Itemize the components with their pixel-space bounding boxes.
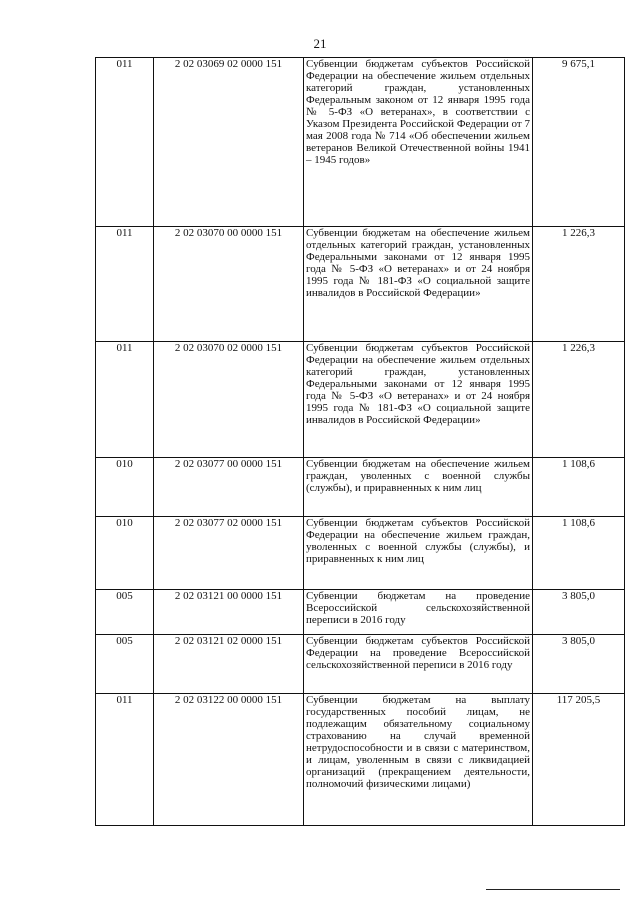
description-cell: Субвенции бюджетам субъектов Российской Федерации на проведение Всероссийской сельскохозяйственной переписи в 2016 году bbox=[304, 635, 533, 694]
description-cell: Субвенции бюджетам на обеспечение жильем отдельных категорий граждан, установленных Федеральными законами от 12 января 1995 года № 5-ФЗ «О ветеранах» и от 24 ноября 1995 года № 181-ФЗ «О социальной защите инвалидов в Российской Федерации» bbox=[304, 227, 533, 342]
table-row bbox=[96, 227, 625, 342]
description-cell: Субвенции бюджетам субъектов Российской Федерации на обеспечение жильем отдельных категорий граждан, установленных Федеральными законами от 12 января 1995 года № 5-ФЗ «О ветеранах» и от 24 ноября 1995 года № 181-ФЗ «О социальной защите инвалидов в Российской Федерации» bbox=[304, 342, 533, 458]
admin-code-cell: 011 bbox=[96, 694, 154, 826]
admin-code-cell: 005 bbox=[96, 590, 154, 635]
admin-code-cell: 005 bbox=[96, 635, 154, 694]
amount-cell: 3 805,0 bbox=[533, 590, 625, 635]
description-cell: Субвенции бюджетам субъектов Российской Федерации на обеспечение жильем граждан, уволенных с военной службы (службы), и приравненных к ним лиц bbox=[304, 517, 533, 590]
amount-cell: 1 226,3 bbox=[533, 342, 625, 458]
table-row bbox=[96, 590, 625, 635]
budget-code-cell: 2 02 03077 02 0000 151 bbox=[154, 517, 304, 590]
amount-cell: 1 108,6 bbox=[533, 458, 625, 517]
budget-code-cell: 2 02 03121 02 0000 151 bbox=[154, 635, 304, 694]
description-cell: Субвенции бюджетам на проведение Всероссийской сельскохозяйственной переписи в 2016 году bbox=[304, 590, 533, 635]
admin-code-cell: 011 bbox=[96, 342, 154, 458]
budget-code-cell: 2 02 03070 02 0000 151 bbox=[154, 342, 304, 458]
amount-cell: 1 108,6 bbox=[533, 517, 625, 590]
description-cell: Субвенции бюджетам субъектов Российской Федерации на обеспечение жильем отдельных категорий граждан, установленных Федеральным законом от 12 января 1995 года № 5-ФЗ «О ветеранах», в соответствии с Указом Президента Российской Федерации от 7 мая 2008 года № 714 «Об обеспечении жильем ветеранов Великой Отечественной войны 1941 – 1945 годов» bbox=[304, 58, 533, 227]
description-cell: Субвенции бюджетам на обеспечение жильем граждан, уволенных с военной службы (службы), и приравненных к ним лиц bbox=[304, 458, 533, 517]
amount-cell: 117 205,5 bbox=[533, 694, 625, 826]
table-row bbox=[96, 458, 625, 517]
table-row bbox=[96, 517, 625, 590]
amount-cell: 3 805,0 bbox=[533, 635, 625, 694]
table-row bbox=[96, 342, 625, 458]
budget-code-cell: 2 02 03121 00 0000 151 bbox=[154, 590, 304, 635]
budget-table bbox=[95, 57, 625, 826]
admin-code-cell: 011 bbox=[96, 58, 154, 227]
table-row bbox=[96, 694, 625, 826]
budget-code-cell: 2 02 03077 00 0000 151 bbox=[154, 458, 304, 517]
budget-code-cell: 2 02 03122 00 0000 151 bbox=[154, 694, 304, 826]
admin-code-cell: 010 bbox=[96, 517, 154, 590]
admin-code-cell: 011 bbox=[96, 227, 154, 342]
page-number: 21 bbox=[313, 36, 327, 51]
table-row bbox=[96, 635, 625, 694]
budget-code-cell: 2 02 03070 00 0000 151 bbox=[154, 227, 304, 342]
description-cell: Субвенции бюджетам на выплату государственных пособий лицам, не подлежащим обязательному социальному страхованию на случай временной нетрудоспособности и в связи с материнством, и лицам, уволенным в связи с ликвидацией организаций (прекращением деятельности, полномочий физическими лицами) bbox=[304, 694, 533, 826]
amount-cell: 9 675,1 bbox=[533, 58, 625, 227]
table-row bbox=[96, 58, 625, 227]
admin-code-cell: 010 bbox=[96, 458, 154, 517]
amount-cell: 1 226,3 bbox=[533, 227, 625, 342]
footer-rule bbox=[486, 889, 620, 890]
budget-code-cell: 2 02 03069 02 0000 151 bbox=[154, 58, 304, 227]
